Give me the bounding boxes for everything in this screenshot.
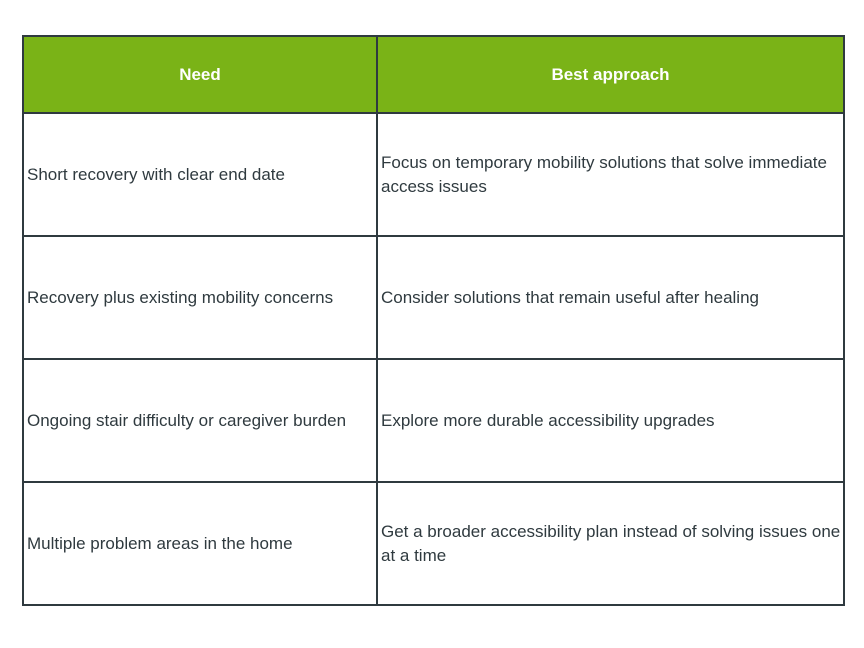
table-row xyxy=(23,359,844,482)
approach-cell: Focus on temporary mobility solutions that solve immediate access issues xyxy=(377,113,844,236)
comparison-table-container xyxy=(22,35,843,606)
approach-cell: Consider solutions that remain useful after healing xyxy=(377,236,844,359)
header-best-approach: Best approach xyxy=(377,36,844,113)
header-need: Need xyxy=(23,36,377,113)
table-row xyxy=(23,482,844,605)
table-body xyxy=(23,113,844,605)
need-cell: Multiple problem areas in the home xyxy=(23,482,377,605)
needs-approach-table xyxy=(22,35,845,606)
need-cell: Recovery plus existing mobility concerns xyxy=(23,236,377,359)
approach-cell: Get a broader accessibility plan instead of solving issues one at a time xyxy=(377,482,844,605)
approach-cell: Explore more durable accessibility upgrades xyxy=(377,359,844,482)
table-row xyxy=(23,236,844,359)
header-row xyxy=(23,36,844,113)
need-cell: Ongoing stair difficulty or caregiver burden xyxy=(23,359,377,482)
table-header xyxy=(23,36,844,113)
table-row xyxy=(23,113,844,236)
need-cell: Short recovery with clear end date xyxy=(23,113,377,236)
